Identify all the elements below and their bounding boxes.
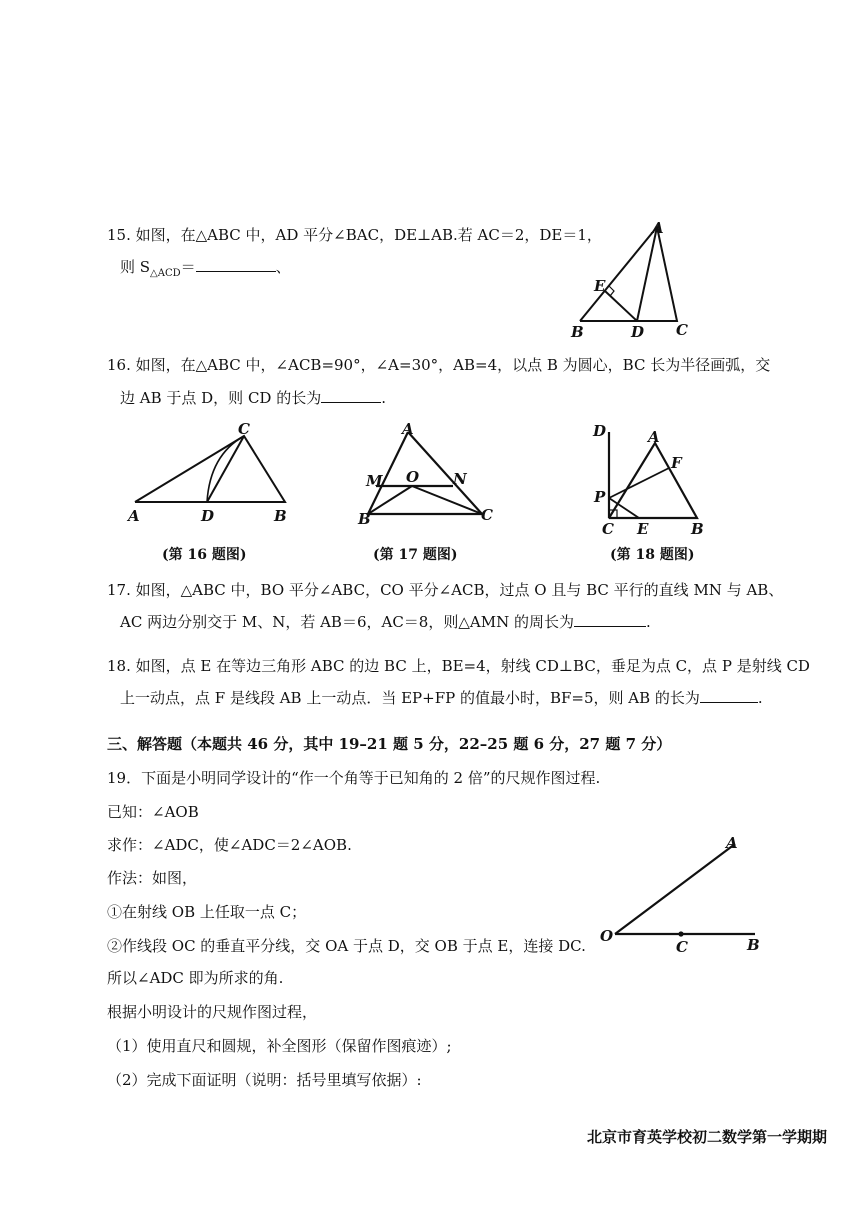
- q17-figure: [350, 418, 500, 530]
- q18-line2: [120, 688, 763, 708]
- q16-caption: (第 16 题图): [162, 547, 247, 563]
- q19-method: 作法：如图，: [107, 869, 198, 887]
- q15-line2: [120, 257, 291, 284]
- q18-segment-pf: [609, 468, 669, 498]
- q18-label-c: C: [602, 520, 614, 538]
- q17-label-m: M: [366, 472, 383, 490]
- q17-segment-co: [412, 486, 482, 514]
- q15-label-e: E: [594, 277, 606, 295]
- q19-step2: ②作线段 OC 的垂直平分线，交 OA 于点 D，交 OB 于点 E，连接 DC.: [107, 937, 586, 955]
- q17-caption: (第 17 题图): [373, 547, 458, 563]
- q15-segment-ad: [637, 227, 657, 321]
- q18-answer-blank[interactable]: [700, 688, 758, 703]
- q16-line2: [120, 388, 386, 408]
- q19-known: 已知：∠AOB: [107, 803, 199, 821]
- q19-label-a: A: [726, 834, 738, 852]
- q17-label-c: C: [481, 506, 493, 524]
- q18-line1: 18. 如图，点 E 在等边三角形 ABC 的边 BC 上，BE=4，射线 CD⊥BC，垂足为点 C，点 P 是射线 CD: [107, 657, 810, 675]
- page-footer: 北京市育英学校初二数学第一学期期: [587, 1128, 828, 1146]
- q18-label-f: F: [671, 454, 682, 472]
- q18-segment-ep: [609, 498, 639, 518]
- q18-label-e: E: [637, 520, 649, 538]
- q15-label-d: D: [631, 323, 645, 341]
- q18-label-p: P: [594, 488, 606, 506]
- q17-label-a: A: [402, 420, 414, 438]
- q16-segment-cd: [207, 436, 244, 502]
- q18-figure: [585, 418, 715, 538]
- q17-answer-blank[interactable]: [574, 612, 646, 627]
- q16-label-b: B: [274, 507, 287, 525]
- q15-triangle: [580, 227, 677, 321]
- q15-figure: [565, 215, 705, 343]
- q16-figure: [120, 420, 310, 530]
- q17-label-o: O: [406, 468, 420, 486]
- q19-part2: （2）完成下面证明（说明：括号里填写依据）:: [107, 1071, 422, 1089]
- q17-label-n: N: [453, 470, 467, 488]
- q16-line2-text: 边 AB 于点 D，则 CD 的长为: [120, 389, 322, 407]
- q17-line2-text: AC 两边分别交于 M、N，若 AB＝6，AC＝8，则△AMN 的周长为: [120, 613, 574, 631]
- q17-line2: [120, 612, 651, 632]
- q19-label-b: B: [747, 936, 760, 954]
- q17-end: .: [645, 613, 651, 631]
- q16-label-c: C: [238, 420, 250, 438]
- q15-label-c: C: [676, 321, 688, 339]
- q16-triangle: [135, 436, 285, 502]
- q15-eq: ＝: [180, 258, 196, 276]
- q19-step1: ①在射线 OB 上任取一点 C；: [107, 903, 307, 921]
- q19-basis: 根据小明设计的尺规作图过程，: [107, 1003, 318, 1021]
- q15-label-a: A: [652, 219, 664, 237]
- q18-end: .: [757, 689, 763, 707]
- q19-figure: [595, 828, 775, 956]
- q18-label-d: D: [593, 422, 607, 440]
- q19-ray-oa: [615, 844, 735, 934]
- q15-end: 、: [275, 258, 291, 276]
- q19-part1: （1）使用直尺和圆规，补全图形（保留作图痕迹）;: [107, 1037, 452, 1055]
- q19-find: 求作：∠ADC，使∠ADC＝2∠AOB.: [107, 836, 352, 854]
- q16-answer-blank[interactable]: [321, 388, 381, 403]
- q15-area-prefix: 则 S: [120, 258, 151, 276]
- q15-label-b: B: [571, 323, 584, 341]
- q16-line1: 16. 如图，在△ABC 中，∠ACB=90°，∠A=30°，AB=4，以点 B 为圆心，BC 长为半径画弧，交: [107, 356, 771, 374]
- q19-conclusion: 所以∠ADC 即为所求的角.: [107, 969, 284, 987]
- q16-end: .: [381, 389, 387, 407]
- q18-caption: (第 18 题图): [610, 547, 695, 563]
- q18-line2-text: 上一动点，点 F 是线段 AB 上一动点．当 EP+FP 的值最小时，BF=5，则 AB 的长为: [120, 689, 700, 707]
- q16-label-d: D: [201, 507, 215, 525]
- q15-line1: 15. 如图，在△ABC 中，AD 平分∠BAC，DE⊥AB.若 AC＝2，DE＝1，: [107, 226, 602, 244]
- section3-heading: 三、解答题（本题共 46 分，其中 19–21 题 5 分，22–25 题 6 分，27 题 7 分）: [107, 735, 672, 753]
- q15-answer-blank[interactable]: [196, 257, 276, 272]
- q17-label-b: B: [358, 510, 371, 528]
- q18-label-a: A: [648, 428, 660, 446]
- q19-label-c: C: [676, 938, 688, 956]
- q19-point-c: [678, 931, 683, 936]
- q17-line1: 17. 如图，△ABC 中，BO 平分∠ABC，CO 平分∠ACB，过点 O 且与 BC 平行的直线 MN 与 AB、: [107, 581, 784, 599]
- q19-label-o: O: [600, 927, 614, 945]
- q19-intro: 19．下面是小明同学设计的“作一个角等于已知角的 2 倍”的尺规作图过程.: [107, 769, 601, 787]
- q18-label-b: B: [691, 520, 704, 538]
- q15-area-sub: △ACD: [150, 268, 181, 279]
- q16-label-a: A: [128, 507, 140, 525]
